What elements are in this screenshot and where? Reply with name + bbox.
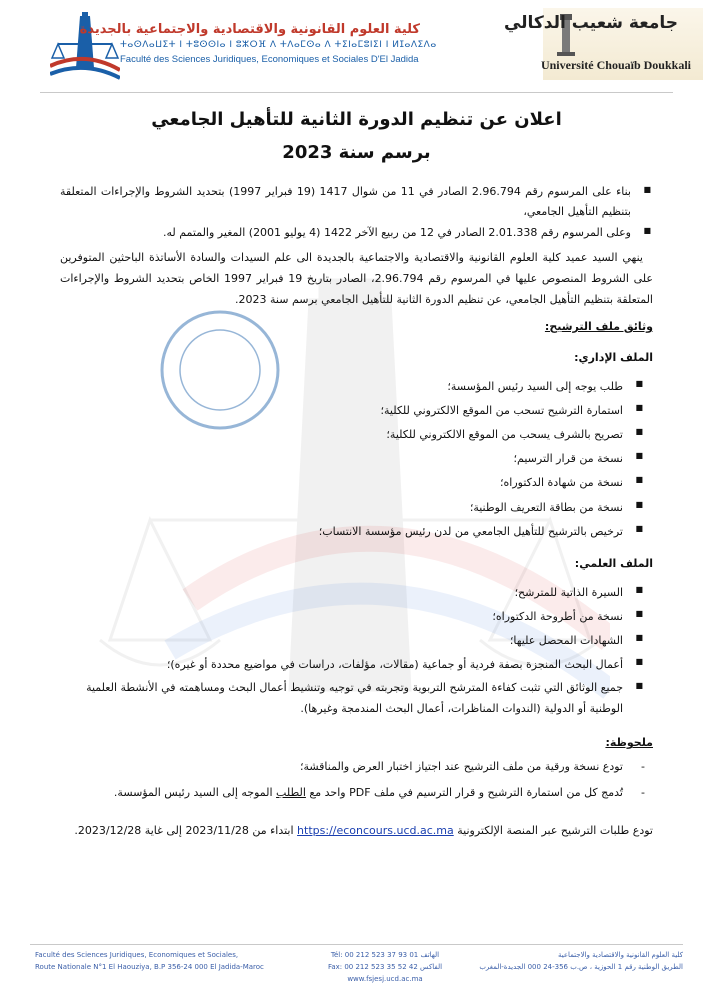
list-item: ■ نسخة من شهادة الدكتوراه؛: [60, 471, 653, 495]
note-underlined-text: الطلب: [276, 785, 306, 799]
note-item: [60, 780, 653, 805]
university-name-ar: جامعة شعيب الدكالي: [503, 13, 678, 33]
footer-text: الطريق الوطنية رقم 1 الحوزية ، ص.ب 356-24 000 الجديدة-المغرب: [479, 962, 683, 971]
list-item: ■ السيرة الذاتية للمترشح؛: [60, 581, 653, 605]
list-item: ■ جميع الوثائق التي تثبت كفاءة المترشح التربوية وتجربته في توجيه وتنشيط أعمال البحث ومساهمته في الأنشطة العلمية الوطنية أو الدولية (الندوات المناظرات، أعمال البحث المندمجة وغيرها).: [60, 678, 653, 720]
footer-website: www.fsjesj.ucd.ac.ma: [347, 974, 423, 983]
scientific-file-heading: الملف العلمي:: [574, 557, 653, 571]
documents-heading: وثائق ملف الترشيح:: [544, 319, 653, 333]
list-item: ■ طلب يوجه إلى السيد رئيس المؤسسة؛: [60, 375, 653, 399]
notes-list: [60, 754, 653, 805]
faculty-name-ar: كلية العلوم القانونية والاقتصادية والاجتماعية بالجديدة: [79, 22, 420, 37]
footer-divider: [30, 944, 683, 945]
submission-text: تودع طلبات الترشيح عبر المنصة الإلكترونية: [453, 823, 653, 837]
intro-paragraph: ينهي السيد عميد كلية العلوم القانونية والاقتصادية والاجتماعية بالجديدة الى علم السيدات والسادة الأساتذة الباحثين المتوفرين على الشروط المنصوص عليها في المرسوم رقم 2.96.794، الصادر بتاريخ 19 فبراير 1997 الخاص بتحديد الشروط والإجراءات المتعلقة بتنظيم التأهيل الجامعي، عن تنظيم الدورة الثانية للتأهيل الجامعي برسم سنة 2023.: [60, 251, 653, 307]
faculty-name-fr: Faculté des Sciences Juridiques, Economiques et Sociales D'El Jadida: [120, 54, 419, 65]
list-item: ■ نسخة من بطاقة التعريف الوطنية؛: [60, 496, 653, 520]
page-subtitle: برسم سنة 2023: [282, 141, 431, 163]
footer-address-ar: [443, 950, 683, 974]
faculty-logo-icon: [50, 10, 120, 80]
list-item: ■ الشهادات المحصل عليها؛: [60, 629, 653, 653]
preamble-item: ■ بناء على المرسوم رقم 2.96.794 الصادر في 11 من شوال 1417 (19 فبراير 1997) بتحديد الشروط والإجراءات المتعلقة بتنظيم التأهيل الجامعي،: [60, 182, 653, 224]
footer-fax: Fax: 00 212 523 35 52 42 الفاكس: [327, 962, 443, 971]
platform-link[interactable]: https://econcours.ucd.ac.ma: [297, 823, 454, 837]
footer-address-fr: [35, 950, 265, 974]
list-item: ■ تصريح بالشرف يسحب من الموقع الالكتروني للكلية؛: [60, 423, 653, 447]
faculty-name-block: [79, 22, 437, 65]
note-text: تُدمج كل من استمارة الترشيح و قرار الترسيم في ملف PDF واحد مع: [305, 785, 623, 799]
notes-heading: ملحوظة:: [605, 736, 653, 750]
header-divider: [40, 92, 673, 93]
submission-paragraph: [60, 819, 653, 843]
university-logo-block: [503, 8, 703, 80]
university-name-fr: Université Chouaïb Doukkali: [540, 58, 691, 72]
announcement-body: [60, 96, 653, 854]
admin-file-heading: الملف الإداري:: [574, 350, 653, 364]
scientific-file-list: [60, 581, 653, 720]
list-item: ■ استمارة الترشيح تسحب من الموقع الالكتروني للكلية؛: [60, 399, 653, 423]
note-text: الموجه إلى السيد رئيس المؤسسة.: [113, 785, 277, 799]
submission-dates: ابتداء من 2023/11/28 إلى غاية 2023/12/28.: [74, 823, 298, 837]
page-title: اعلان عن تنظيم الدورة الثانية للتأهيل الجامعي: [151, 109, 562, 130]
footer-text: Faculté des Sciences Juridiques, Economiques et Sociales,: [35, 951, 239, 959]
faculty-name-tifinagh: ⵜⴰⵙⴷⴰⵡⵉⵜ ⵏ ⵜⵓⵙⵙⵏⴰ ⵏ ⵓⵣⵔⴼ ⴷ ⵜⴷⴰⵎⵙⴰ ⴷ ⵜⵉⵏⴰⵎⵓⵏⵉⵏ ⵏ ⵍⵊⴰⴷⵉⴷⴰ: [120, 40, 437, 50]
note-item: - تودع نسخة ورقية من ملف الترشيح عند اجتياز اختبار العرض والمناقشة؛: [60, 754, 653, 779]
footer-text: Route Nationale N°1 El Haouziya, B.P 356-24 000 El Jadida-Maroc: [35, 962, 264, 971]
list-item: ■ نسخة من قرار الترسيم؛: [60, 447, 653, 471]
footer-phone: Tél: 00 212 523 37 93 01 الهاتف: [330, 951, 440, 959]
preamble-item: ■ وعلى المرسوم رقم 2.01.338 الصادر في 12 من ربيع الآخر 1422 (4 يوليو 2001) المغير والمتمم له.: [60, 223, 653, 244]
footer-text: كلية العلوم القانونية والاقتصادية والاجتماعية: [557, 951, 683, 959]
admin-file-list: [60, 375, 653, 544]
list-item: ■ ترخيص بالترشيح للتأهيل الجامعي من لدن رئيس مؤسسة الانتساب؛: [60, 520, 653, 544]
list-item: ■ نسخة من أطروحة الدكتوراه؛: [60, 605, 653, 629]
preamble-list: [60, 182, 653, 245]
list-item: ■ أعمال البحث المنجزة بصفة فردية أو جماعية (مقالات، مؤلفات، دراسات في مواضيع محددة أو غيره)؛: [60, 653, 653, 677]
